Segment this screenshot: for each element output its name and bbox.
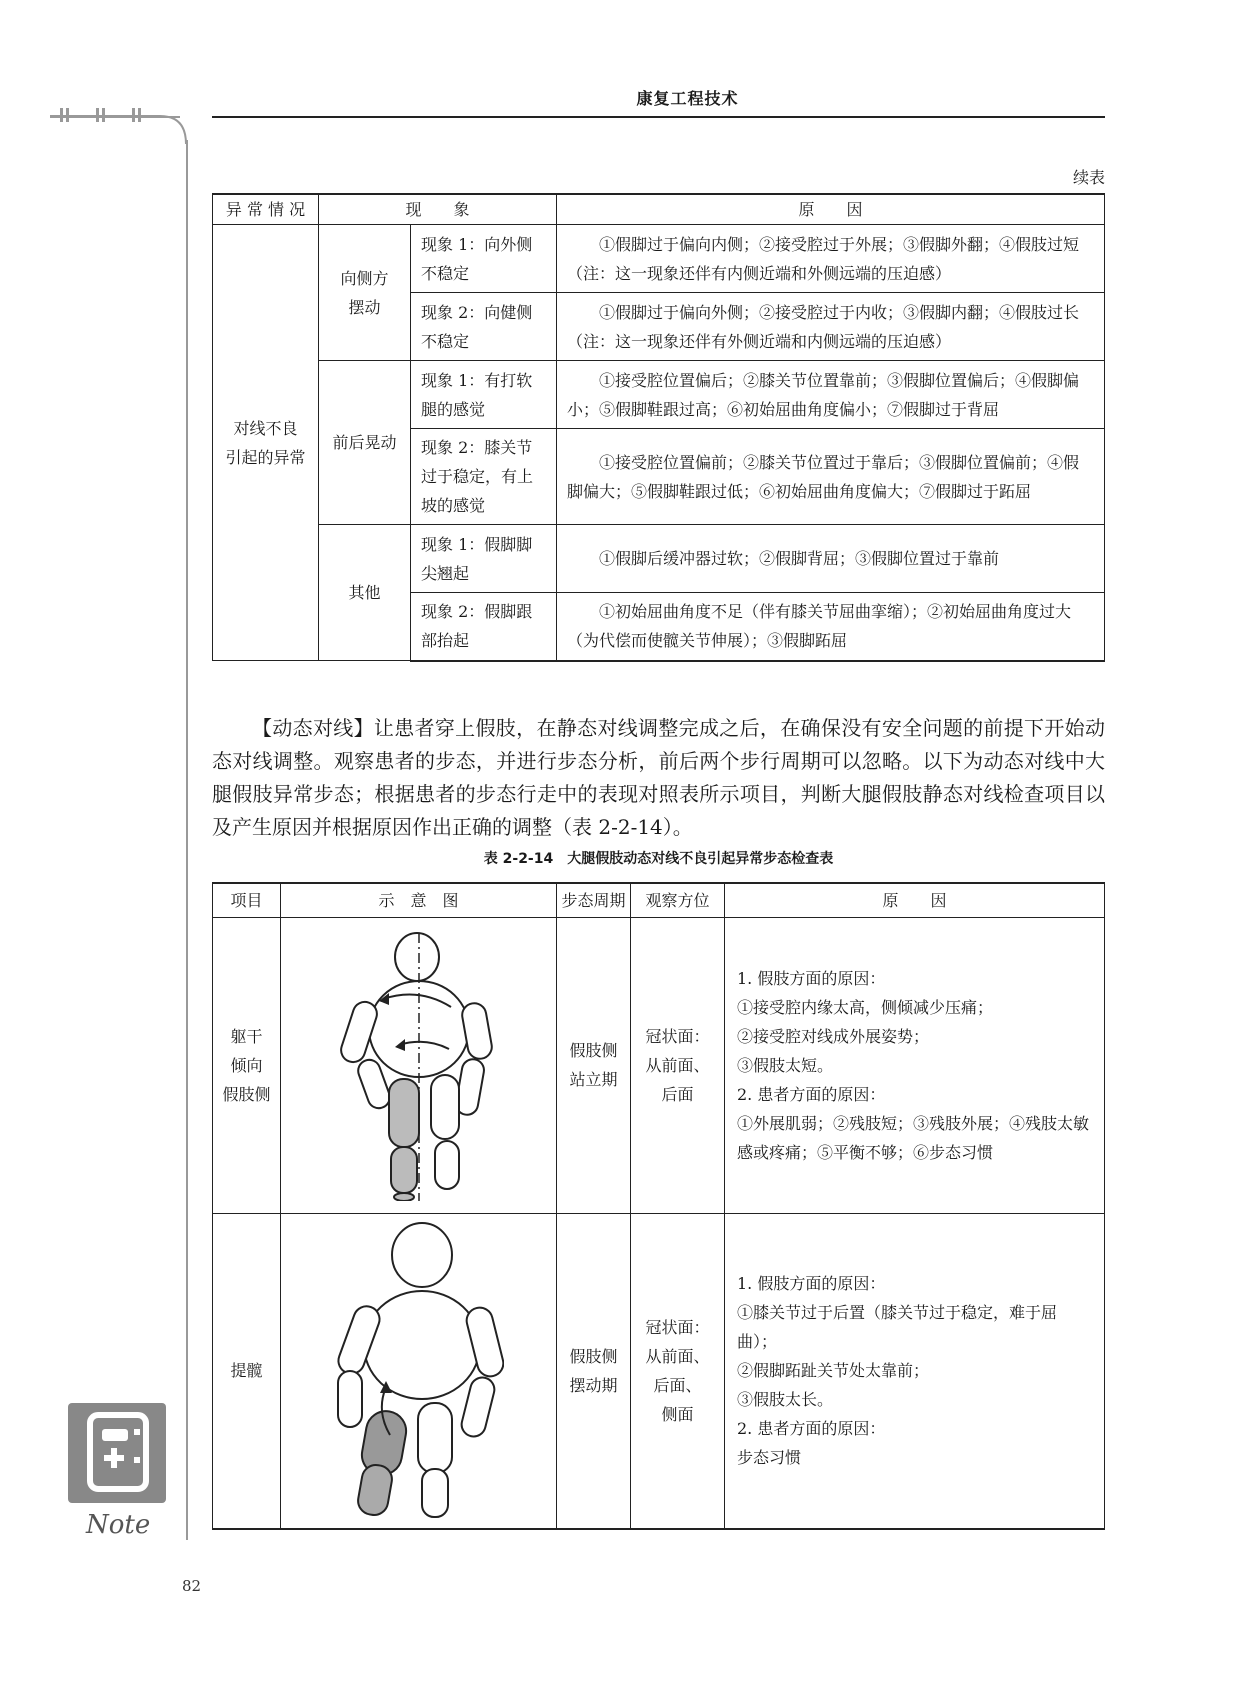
phenomenon-cell: 现象 2：膝关节过于稳定，有上坡的感觉 xyxy=(411,429,557,525)
phenomenon-cell: 现象 1：向外侧不稳定 xyxy=(411,225,557,293)
hip-hiking-figure xyxy=(334,1221,504,1521)
cause-cell: ①接受腔位置偏前；②膝关节位置过于靠后；③假脚位置偏前；④假脚偏大；⑤假脚鞋跟过低；⑥初始屈曲角度偏大；⑦假脚过于跖屈 xyxy=(557,429,1105,525)
diagram-cell xyxy=(281,1213,557,1529)
reason-line: ②接受腔对线成外展姿势； xyxy=(737,1026,930,1046)
margin-decoration-curve xyxy=(50,104,190,144)
diagram-cell xyxy=(281,917,557,1213)
dynamic-alignment-paragraph: 【动态对线】让患者穿上假肢，在静态对线调整完成之后，在确保没有安全问题的前提下开始动态对线调整。观察患者的步态，并进行步态分析，前后两个步行周期可以忽略。以下为动态对线中大腿假肢异常步态；根据患者的步态行走中的表现对照表所示项目，判断大腿假肢静态对线检查项目以及产生原因并根据原因作出正确的调整（表 2-2-14）。 xyxy=(212,716,1105,839)
reason-line: ②假脚跖趾关节处太靠前； xyxy=(737,1361,930,1381)
reason-line: ①接受腔内缘太高，侧倾减少压痛； xyxy=(737,997,994,1017)
gait-phase-cell: 假肢侧 摆动期 xyxy=(557,1213,631,1529)
cause-cell: ①假脚后缓冲器过软；②假脚背屈；③假脚位置过于靠前 xyxy=(557,525,1105,593)
reason-line: ③假肢太长。 xyxy=(737,1390,834,1410)
header-gait-phase: 步态周期 xyxy=(557,883,631,917)
gait-phase-cell: 假肢侧 站立期 xyxy=(557,917,631,1213)
table-caption: 表 2-2-14 大腿假肢动态对线不良引起异常步态检查表 xyxy=(483,851,834,867)
running-header: 康复工程技术 xyxy=(636,89,739,108)
continued-label: 续表 xyxy=(1072,168,1105,187)
phenomenon-cell: 现象 1：假脚脚尖翘起 xyxy=(411,525,557,593)
group-fore-aft-sway: 前后晃动 xyxy=(319,361,411,525)
header-rule xyxy=(212,116,1105,118)
reason-list xyxy=(725,917,1105,1213)
reason-line: 2. 患者方面的原因： xyxy=(737,1084,886,1104)
reason-line: ①膝关节过于后置（膝关节过于稳定，难于屈曲）； xyxy=(737,1303,1058,1352)
phenomenon-cell: 现象 2：假脚跟部抬起 xyxy=(411,593,557,661)
alignment-abnormality-table xyxy=(212,193,1105,662)
margin-decoration-line xyxy=(186,140,188,1540)
reason-line: 2. 患者方面的原因： xyxy=(737,1419,886,1439)
phenomenon-cell: 现象 2：向健侧不稳定 xyxy=(411,293,557,361)
trunk-lean-figure xyxy=(339,929,499,1201)
note-icon xyxy=(68,1403,166,1503)
reason-line: 步态习惯 xyxy=(737,1448,802,1468)
gait-check-table xyxy=(212,882,1105,1530)
item-trunk-lean: 躯干 倾向 假肢侧 xyxy=(213,917,281,1213)
phenomenon-cell: 现象 1：有打软腿的感觉 xyxy=(411,361,557,429)
group-lateral-sway: 向侧方 摆动 xyxy=(319,225,411,361)
header-phenomenon: 现 象 xyxy=(319,194,557,225)
reason-line: 1. 假肢方面的原因： xyxy=(737,1274,886,1294)
view-cell: 冠状面： 从前面、 后面 xyxy=(631,917,725,1213)
page-number: 82 xyxy=(182,1577,202,1595)
header-abnormality: 异 常 情 况 xyxy=(213,194,319,225)
header-cause: 原 因 xyxy=(725,883,1105,917)
view-cell: 冠状面： 从前面、 后面、 侧面 xyxy=(631,1213,725,1529)
cause-cell: ①初始屈曲角度不足（伴有膝关节屈曲挛缩）；②初始屈曲角度过大（为代偿而使髋关节伸展）；③假脚跖屈 xyxy=(557,593,1105,661)
header-diagram: 示 意 图 xyxy=(281,883,557,917)
reason-list xyxy=(725,1213,1105,1529)
header-view: 观察方位 xyxy=(631,883,725,917)
header-cause: 原 因 xyxy=(557,194,1105,225)
category-cell: 对线不良 引起的异常 xyxy=(213,225,319,661)
cause-cell: ①假脚过于偏向内侧；②接受腔过于外展；③假脚外翻；④假肢过短（注：这一现象还伴有内侧近端和外侧远端的压迫感） xyxy=(557,225,1105,293)
item-hip-hiking: 提髋 xyxy=(213,1213,281,1529)
header-item: 项目 xyxy=(213,883,281,917)
group-other: 其他 xyxy=(319,525,411,661)
note-label: Note xyxy=(86,1510,151,1540)
reason-line: ①外展肌弱；②残肢短；③残肢外展；④残肢太敏感或疼痛；⑤平衡不够；⑥步态习惯 xyxy=(737,1113,1090,1162)
cause-cell: ①接受腔位置偏后；②膝关节位置靠前；③假脚位置偏后；④假脚偏小；⑤假脚鞋跟过高；⑥初始屈曲角度偏小；⑦假脚过于背屈 xyxy=(557,361,1105,429)
reason-line: ③假肢太短。 xyxy=(737,1055,834,1075)
cause-cell: ①假脚过于偏向外侧；②接受腔过于内收；③假脚内翻；④假肢过长（注：这一现象还伴有外侧近端和内侧远端的压迫感） xyxy=(557,293,1105,361)
reason-line: 1. 假肢方面的原因： xyxy=(737,968,886,988)
